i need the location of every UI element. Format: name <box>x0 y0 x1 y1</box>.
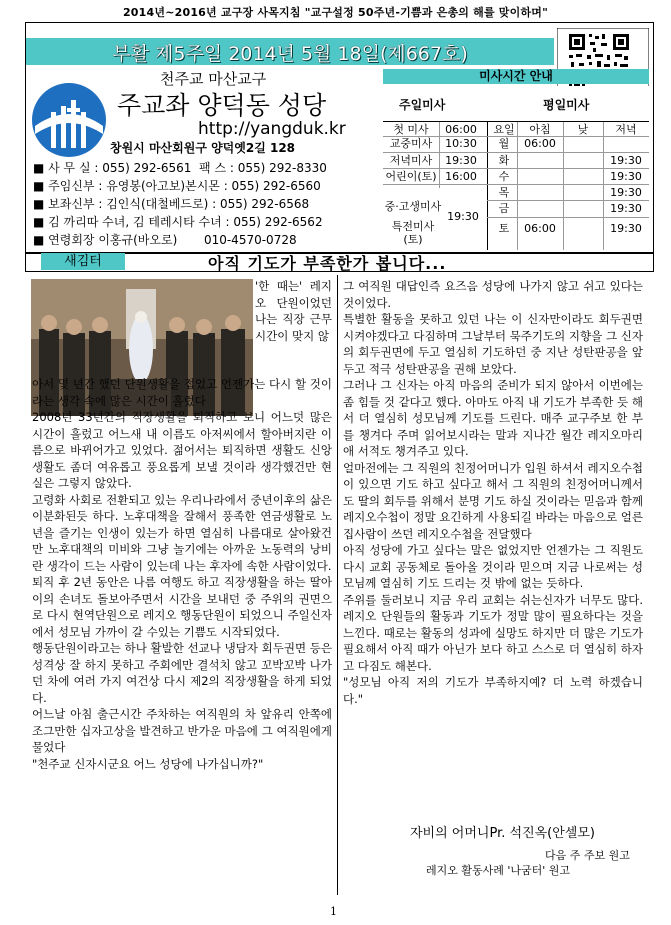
column-divider <box>337 275 338 895</box>
sunday-row-name: 어린이(토) <box>385 170 437 183</box>
paragraph: 행동단원이라고는 하나 활발한 선교나 냉담자 회두권면 등은 성격상 잘 하지 못하고 주회에만 결석치 않고 꼬박꼬박 나가던 차에 여러 가지 여건상 다시 제2의 직장생활을 하게 되었다. <box>32 641 332 705</box>
weekday-row-day: 목 <box>498 186 510 199</box>
weekday-row-morning: 06:00 <box>524 137 556 150</box>
weekday-row-evening: 19:30 <box>610 154 642 167</box>
contact-sisters: ■ 김 까리따 수녀, 김 테레시타 수녀 : 055) 292-6562 <box>33 215 323 229</box>
contact-assistant: ■ 보좌신부 : 김인식(대철베드로) : 055) 292-6568 <box>33 197 310 211</box>
table-line <box>603 122 604 250</box>
table-line <box>383 168 649 169</box>
contact-funeral: ■ 연령회장 이홍규(바오로) 010-4570-0728 <box>33 233 297 247</box>
issue-title: 부활 제5주일 2014년 5월 18일(제667호) <box>112 43 468 65</box>
paragraph: "천주교 신자시군요 어느 성당에 나가십니까?" <box>32 756 264 771</box>
mass-schedule-table <box>383 122 649 250</box>
article-left-column <box>32 376 332 772</box>
paragraph: 퇴직 후 2년 동안은 나름 여행도 하고 직장생활을 하는 딸아이의 손녀도 돌보아주면서 시간을 보내던 중 주위의 권면으로 다시 현역단원으로 레지오 행동단원이 되었으니 주일신자에서 성모님 가까이 갈 수있는 기쁨도 시작되었다. <box>32 575 332 639</box>
paragraph: 얼마전에는 그 직원의 친정어머니가 입원 하셔서 레지오수첩이 있으면 기도 하고 싶다고 해서 그 직원의 친정어머니께서도 딸의 회두를 위해서 분명 기도 하실 것이라는 믿음과 함께 레지오수첩이 정말 요긴하게 사용되길 바라는 마음으로 얼른 집사람이 쓰던 레지오수첩을 전달했다 <box>343 460 643 541</box>
table-line <box>517 122 518 250</box>
weekday-row-morning: 06:00 <box>524 222 556 235</box>
parish-url[interactable]: http://yangduk.kr <box>198 119 346 139</box>
weekday-head-day: 요일 <box>493 123 515 136</box>
sunday-row-name: 특전미사(토) <box>391 220 435 246</box>
table-line <box>383 136 649 137</box>
table-line <box>383 152 649 153</box>
paragraph: 아직 성당에 가고 싶다는 말은 없었지만 언젠가는 그 직원도 다시 교회 공동체로 돌아올 것이라 믿으며 지금 나로써는 성모님께 열심히 기도 드리는 것 밖에 없는 듯하다. <box>343 543 643 590</box>
table-line <box>439 122 440 188</box>
weekday-row-day: 토 <box>498 222 510 235</box>
weekday-row-evening: 19:30 <box>610 170 642 183</box>
article-intro <box>255 278 332 344</box>
sunday-mass-label: 주일미사 <box>399 98 446 112</box>
weekday-head-noon: 낮 <box>577 123 589 136</box>
paragraph: 그 여직원 대답인즉 요즈음 성당에 나가지 않고 쉬고 있다는 것이었다. <box>343 279 643 310</box>
sunday-row-time: 19:30 <box>445 154 477 167</box>
parish-logo-icon <box>31 82 107 158</box>
table-line <box>563 122 564 250</box>
weekday-head-morning: 아침 <box>529 123 551 136</box>
paragraph: 어느날 아침 출근시간 주차하는 여직원의 차 앞유리 안쪽에 조그만한 십자고상을 발견하고 반가운 마음에 그 여직원에게 물었다 <box>32 707 332 754</box>
paragraph: 특별한 활동을 못하고 있던 나는 이 신자만이라도 회두권면 시켜야겠다고 다짐하며 그날부터 묵주기도의 지향을 그 신자의 회두권면에 두고 열심히 기도하던 중 지난 성탄판공을 앞두고 적극 성탄판공을 권해 보았다. <box>343 312 643 376</box>
sunday-row-time: 19:30 <box>447 210 479 223</box>
weekday-row-day: 수 <box>498 170 510 183</box>
sunday-row-name: 교중미사 <box>389 137 433 150</box>
table-divider <box>487 122 488 250</box>
weekday-row-day: 화 <box>498 154 510 167</box>
weekday-mass-label: 평일미사 <box>543 98 590 112</box>
sunday-row-time: 16:00 <box>445 170 477 183</box>
paragraph: '한 때는' 레지오 단원이었던 나는 직장 근무 시간이 맞지 않 <box>255 279 332 343</box>
page-number: 1 <box>330 905 337 918</box>
contact-office: ■ 사 무 실 : 055) 292-6561 팩 스 : 055) 292-8330 <box>33 161 327 175</box>
sunday-row-name: 저녁미사 <box>389 154 433 167</box>
mass-schedule-header <box>383 86 649 122</box>
next-issue-note: 다음 주 주보 원고 <box>545 849 630 862</box>
weekday-head-evening: 저녁 <box>615 123 637 136</box>
paragraph: 2008년 33년간의 직장생활을 퇴직하고 보니 어느덧 많은 시간이 흘렀고 어느새 내 이름도 아저씨에서 할아버지란 이름으로 바뀌어가고 있었다. 젊어서는 퇴직하면 생활도 신앙생활도 좀더 여유롭고 풍요롭게 보낼 것이라 생각했건만 현실은 그렇지 않았다. <box>32 410 332 490</box>
table-line <box>487 217 649 218</box>
contact-pastor: ■ 주임신부 : 유영봉(아고보)본시몬 : 055) 292-6560 <box>33 179 321 193</box>
parish-name: 주교좌 양덕동 성당 <box>117 91 327 120</box>
pastoral-motto: 2014년~2016년 교구장 사목지침 "교구설정 50주년-기쁨과 은총의 해를 맞이하며" <box>122 6 549 19</box>
table-line <box>383 184 649 185</box>
weekday-row-day: 월 <box>498 137 510 150</box>
weekday-row-evening: 19:30 <box>610 202 642 215</box>
weekday-row-day: 금 <box>498 202 510 215</box>
section-label: 새김터 <box>41 253 125 270</box>
article-right-column <box>343 278 643 707</box>
parish-address: 창원시 마산회원구 양덕옛2길 128 <box>110 141 296 155</box>
sunday-row-name: 중·고생미사 <box>384 200 442 213</box>
paragraph: "성모님 아직 저의 기도가 부족하지예? 더 노력 하겠습니다." <box>343 675 643 706</box>
paragraph: 고령화 사회로 전환되고 있는 우리나라에서 중년이후의 삶은 이분화된듯 하다. 노후대책을 잘해서 풍족한 연금생활로 노년을 즐기는 인생이 있는가 하면 열심히 나름대로 살아왔건만 노후대책의 미비와 그냥 놀기에는 아까운 노동력의 낭비란 생각이 드는 사람이 있는데 나는 후자에 속한 사람이었다. <box>32 492 332 573</box>
weekday-row-evening: 19:30 <box>610 186 642 199</box>
mass-schedule-title: 미사시간 안내 <box>383 69 649 84</box>
author-signature: 자비의 어머니Pr. 석진옥(안셀모) <box>410 826 595 841</box>
paragraph: 주위를 둘러보니 지금 우리 교회는 쉬는신자가 너무도 많다. 레지오 단원들의 활동과 기도가 정말 많이 필요하다는 것을 느낀다. 때로는 활동의 성과에 실망도 하지만 더 많은 기도가 필요해서 아직 때가 아닌가 보다 하고 스스로 더 열심히 하자고 다짐도 해본다. <box>343 592 643 673</box>
paragraph: 아서 몇 년간 했던 단원생활을 접었고 언젠가는 다시 할 것이라는 생각 속에 많은 시간이 흘렀다 <box>32 377 332 408</box>
sunday-row-time: 10:30 <box>445 137 477 150</box>
next-issue-topic: 레지오 활동사례 '나굼터' 원고 <box>426 864 571 877</box>
weekday-row-evening: 19:30 <box>610 222 642 235</box>
sunday-row-name: 첫 미사 <box>393 123 429 136</box>
article-headline: 아직 기도가 부족한가 봅니다... <box>208 254 447 273</box>
sunday-row-time: 06:00 <box>445 123 477 136</box>
diocese-name: 천주교 마산교구 <box>160 70 267 88</box>
table-line <box>487 200 649 201</box>
paragraph: 그러나 그 신자는 아직 마음의 준비가 되지 않아서 이번에는 좀 힘들 것 같다고 했다. 아마도 아직 내 기도가 부족한 듯 해서 더 열심히 성모님께 기도를 드린다. 매주 교구주보 한 부를 챙겨다 주며 읽어보시라는 말과 지나간 월간 레지오마리애 서적도 챙겨주고 있다. <box>343 378 643 458</box>
